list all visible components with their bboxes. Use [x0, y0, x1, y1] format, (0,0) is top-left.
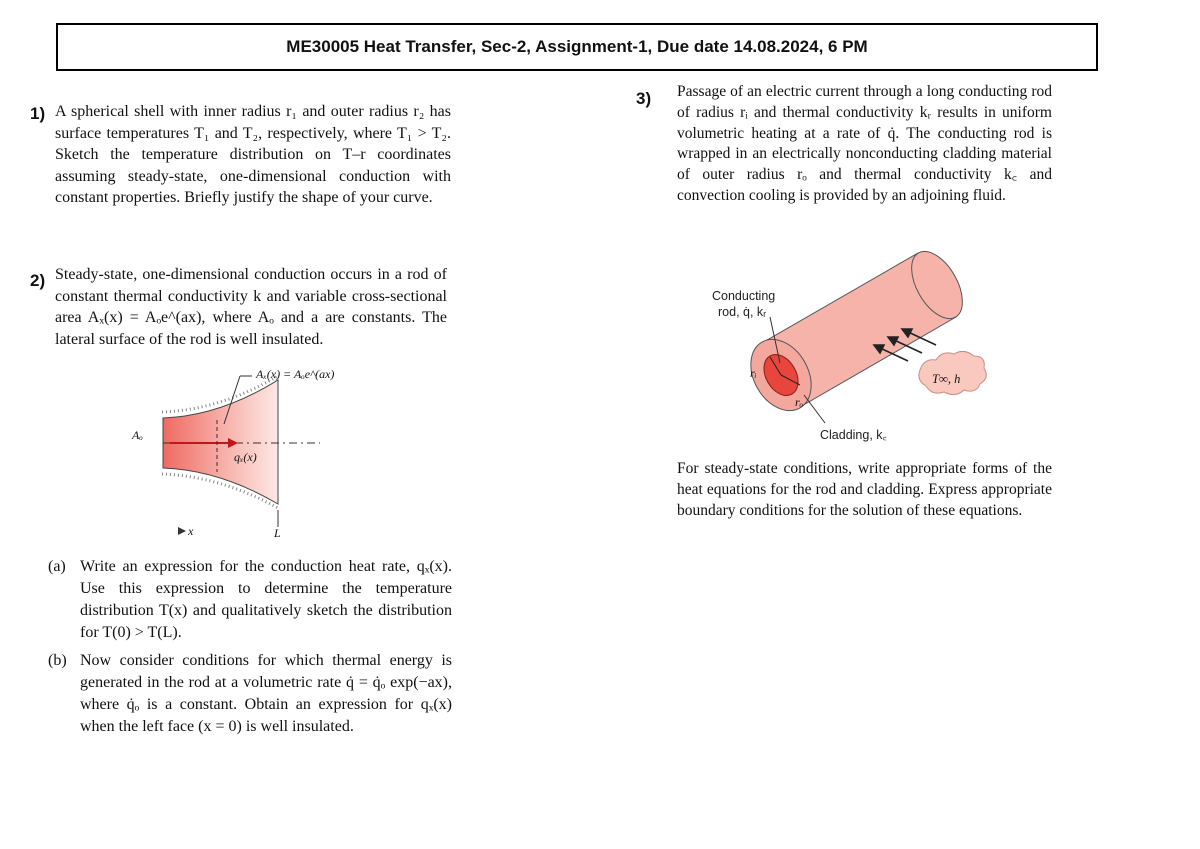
question-2-text: Steady-state, one-dimensional conduction occurs in a rod of constant thermal conductivity k and variable cross-sectional area Aₓ(x) = Aₒe^(ax), where Aₒ and a are constants. The lateral surface of the rod is well insulated.: [55, 266, 447, 348]
assignment-title: ME30005 Heat Transfer, Sec-2, Assignment-1, Due date 14.08.2024, 6 PM: [286, 37, 868, 56]
cylinder-diagram: [700, 245, 1000, 450]
question-1-number: 1): [30, 104, 46, 123]
title-box: [56, 23, 1098, 71]
part-b-label: (b): [48, 652, 67, 669]
length-label: L: [274, 526, 281, 540]
cylinder-figure: [700, 245, 1000, 450]
fluid-label: T∞, h: [932, 372, 961, 386]
rod-label-line2: rod, q̇, kᵣ: [718, 305, 767, 319]
area-label: Aₓ(x) = Aₒe^(ax): [256, 367, 335, 381]
a0-label: Aₒ: [132, 428, 143, 442]
part-a-text: Write an expression for the conduction heat rate, qₓ(x). Use this expression to determine the temperature distribution T(x) and qualitatively sketch the distribution for T(0) > T(L).: [80, 558, 452, 641]
question-2-number: 2): [30, 271, 46, 290]
ri-label: rᵢ: [750, 366, 757, 380]
rod-figure: [120, 362, 340, 542]
question-3-text-2: For steady-state conditions, write appropriate forms of the heat equations for the rod and cladding. Express appropriate boundary conditions for the solution of these equations.: [677, 460, 1052, 519]
ro-label: rₒ: [795, 395, 804, 409]
question-2b: [48, 650, 452, 738]
cladding-label: Cladding, k꜀: [820, 428, 887, 442]
qx-label: qₓ(x): [234, 450, 257, 464]
rod-label: [712, 288, 775, 320]
rod-label-line1: Conducting: [712, 289, 776, 303]
question-3-number: 3): [636, 89, 652, 108]
part-a-label: (a): [48, 558, 66, 575]
x-label: x: [188, 524, 194, 538]
question-3-text: Passage of an electric current through a long conducting rod of radius rᵢ and thermal conductivity kᵣ results in uniform volumetric heating at a rate of q̇. The conducting rod is wrapped in an electrically nonconducting cladding material of outer radius rₒ and thermal conductivity k꜀ and convection cooling is provided by an adjoining fluid.: [677, 83, 1052, 204]
rod-diagram: [120, 362, 340, 542]
question-2a: [48, 556, 452, 644]
part-b-text: Now consider conditions for which thermal energy is generated in the rod at a volumetric rate q̇ = q̇ₒ exp(−ax), where q̇ₒ is a constant. Obtain an expression for qₓ(x) when the left face (x = 0) is well insulated.: [80, 652, 452, 735]
question-1-text: A spherical shell with inner radius r₁ and outer radius r₂ has surface temperatures T₁ and T₂, respectively, where T₁ > T₂. Sketch the temperature distribution on T–r coordinates assuming steady-state, one-dimensional conduction with constant properties. Briefly justify the shape of your curve.: [55, 103, 451, 206]
x-axis-arrowhead: [178, 527, 186, 535]
